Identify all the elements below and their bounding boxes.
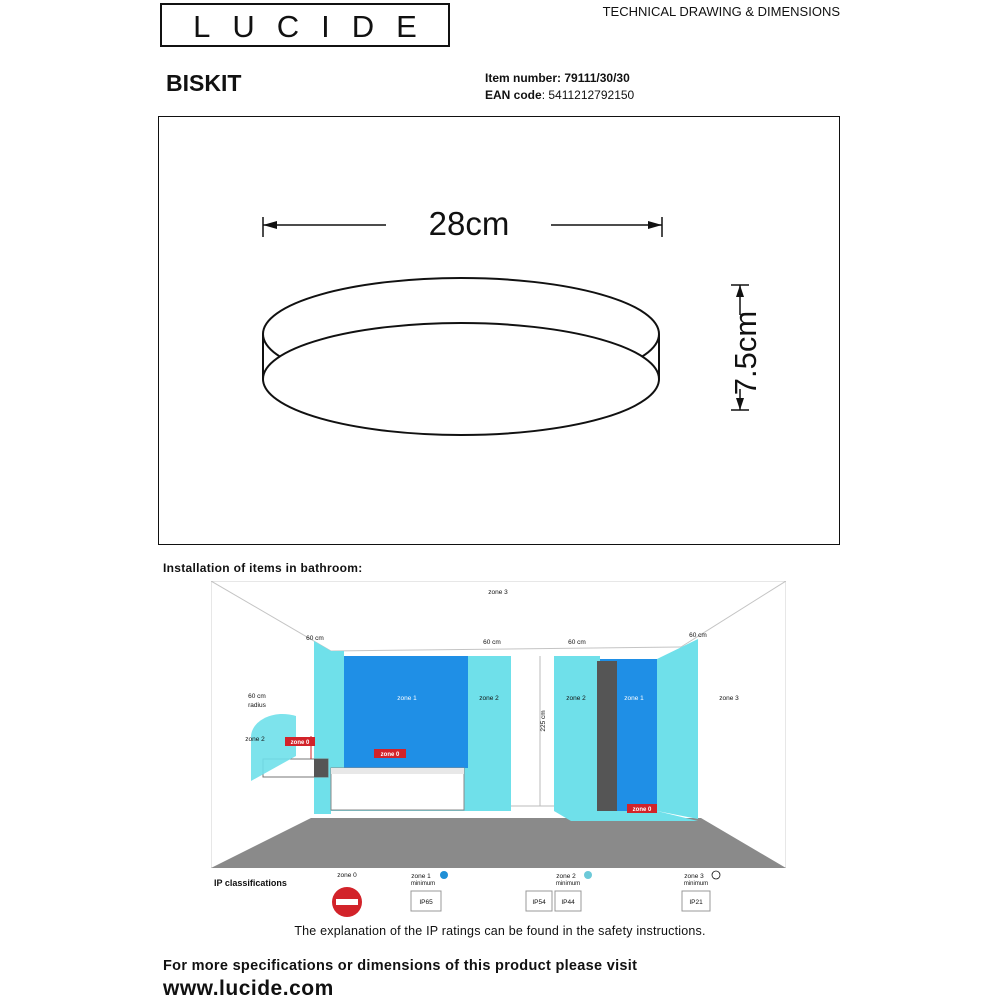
ip-zone3-label: zone 3 <box>684 873 704 880</box>
ip-legend <box>320 868 740 920</box>
footer-text: For more specifications or dimensions of this product please visit <box>163 958 638 974</box>
svg-text:minimum: minimum <box>683 881 709 887</box>
logo-text: LUCIDE <box>193 9 439 44</box>
zone1-dot-icon <box>440 871 448 879</box>
zone2-right-area <box>554 656 600 811</box>
ip54-label: IP54 <box>532 899 546 906</box>
radius-label-1: 60 cm <box>248 693 266 700</box>
height-label: 7.5cm <box>728 310 763 396</box>
zone0-bath-label: zone 0 <box>380 752 400 758</box>
zone2-dot-icon <box>584 871 592 879</box>
product-meta: Item number: 79111/30/30 EAN code: 5411212792150 <box>485 71 635 102</box>
product-name: BISKIT <box>166 70 242 96</box>
lamp-diffuser <box>263 323 659 435</box>
zone2-left-label: zone 2 <box>479 695 499 702</box>
bathroom-svg <box>211 581 786 868</box>
footer-url[interactable]: www.lucide.com <box>163 977 334 1000</box>
bathtub <box>331 768 464 810</box>
ip-zone2-label: zone 2 <box>556 873 576 880</box>
ip-zone1-label: zone 1 <box>411 873 431 880</box>
shower-screen <box>597 661 617 811</box>
zone3-dot-icon <box>712 871 720 879</box>
zone3-right-label: zone 3 <box>719 695 739 702</box>
drawing-svg <box>159 117 841 546</box>
width-arrow-left <box>263 221 277 229</box>
height-225-label: 225 cm <box>540 710 547 732</box>
technical-drawing <box>158 116 840 545</box>
ip21-label: IP21 <box>689 899 703 906</box>
svg-text:minimum: minimum <box>555 881 581 887</box>
svg-text:minimum: minimum <box>410 881 436 887</box>
height-arrow-bottom <box>736 398 744 410</box>
width-arrow-right <box>648 221 662 229</box>
width-label: 28cm <box>428 205 510 242</box>
zone1-right-label: zone 1 <box>624 695 644 702</box>
dim-60-left: 60 cm <box>306 635 324 642</box>
dim-60-right: 60 cm <box>689 632 707 639</box>
bathroom-section-title: Installation of items in bathroom: <box>163 561 363 575</box>
item-number: 79111/30/30 <box>564 71 630 85</box>
ean-code: 5411212792150 <box>548 88 635 102</box>
floor <box>211 818 786 868</box>
left-wall-zone2 <box>314 641 331 814</box>
ip-classifications-title: IP classifications <box>214 878 287 888</box>
zone0-shower-label: zone 0 <box>632 807 652 813</box>
ip44-label: IP44 <box>561 899 575 906</box>
height-arrow-top <box>736 285 744 297</box>
ip-zone0-label: zone 0 <box>337 872 357 879</box>
zone0-sink-label: zone 0 <box>290 740 310 746</box>
radius-label-2: radius <box>248 702 266 709</box>
ip-explanation: The explanation of the IP ratings can be found in the safety instructions. <box>294 924 706 938</box>
bathroom-illustration <box>211 581 786 868</box>
zone2-right-label: zone 2 <box>566 695 586 702</box>
zone2-sink-label: zone 2 <box>245 736 265 743</box>
document-type: TECHNICAL DRAWING & DIMENSIONS <box>602 4 840 19</box>
lucide-logo <box>160 3 450 47</box>
ip65-label: IP65 <box>419 899 433 906</box>
zone1-left-label: zone 1 <box>397 695 417 702</box>
dim-60-center-left: 60 cm <box>483 639 501 646</box>
zone3-top-label: zone 3 <box>488 589 508 596</box>
item-number-label: Item number <box>485 71 558 85</box>
dim-60-center-right: 60 cm <box>568 639 586 646</box>
ean-label: EAN code <box>485 88 542 102</box>
zone2-left-area <box>468 656 511 811</box>
